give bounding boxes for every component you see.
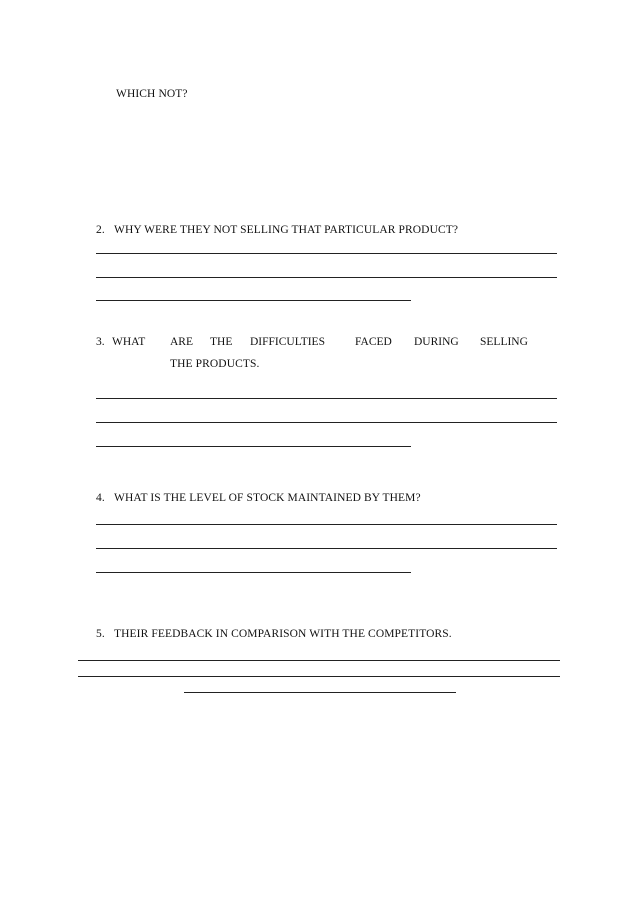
which-not-prompt: WHICH NOT? [116, 88, 188, 100]
question-3-word-1: WHAT [112, 336, 146, 348]
question-3-word-7: SELLING [480, 336, 528, 348]
question-4-number: 4. [96, 492, 105, 504]
question-2-number: 2. [96, 224, 105, 236]
question-2-text: WHY WERE THEY NOT SELLING THAT PARTICULAR PRODUCT? [114, 224, 459, 236]
answer-line-q3-1[interactable] [96, 398, 557, 399]
answer-line-q5-1[interactable] [78, 660, 560, 661]
answer-line-q2-2[interactable] [96, 277, 557, 278]
question-3-word-2: ARE [170, 336, 193, 348]
question-3-word-3: THE [210, 336, 233, 348]
answer-line-q4-2[interactable] [96, 548, 557, 549]
question-3-continuation: THE PRODUCTS. [170, 358, 260, 370]
question-3-word-5: FACED [355, 336, 392, 348]
answer-line-q3-2[interactable] [96, 422, 557, 423]
question-3-word-6: DURING [414, 336, 459, 348]
answer-line-q2-3[interactable] [96, 300, 411, 301]
question-5-text: THEIR FEEDBACK IN COMPARISON WITH THE COMPETITORS. [114, 628, 452, 640]
question-3-number: 3. [96, 336, 105, 348]
answer-line-q5-3[interactable] [184, 692, 456, 693]
answer-line-q4-3[interactable] [96, 572, 411, 573]
answer-line-q2-1[interactable] [96, 253, 557, 254]
question-4-text: WHAT IS THE LEVEL OF STOCK MAINTAINED BY THEM? [114, 492, 421, 504]
answer-line-q3-3[interactable] [96, 446, 411, 447]
answer-line-q5-2[interactable] [78, 676, 560, 677]
question-5-number: 5. [96, 628, 105, 640]
answer-line-q4-1[interactable] [96, 524, 557, 525]
question-3-word-4: DIFFICULTIES [250, 336, 325, 348]
question-3-heading [96, 336, 536, 350]
